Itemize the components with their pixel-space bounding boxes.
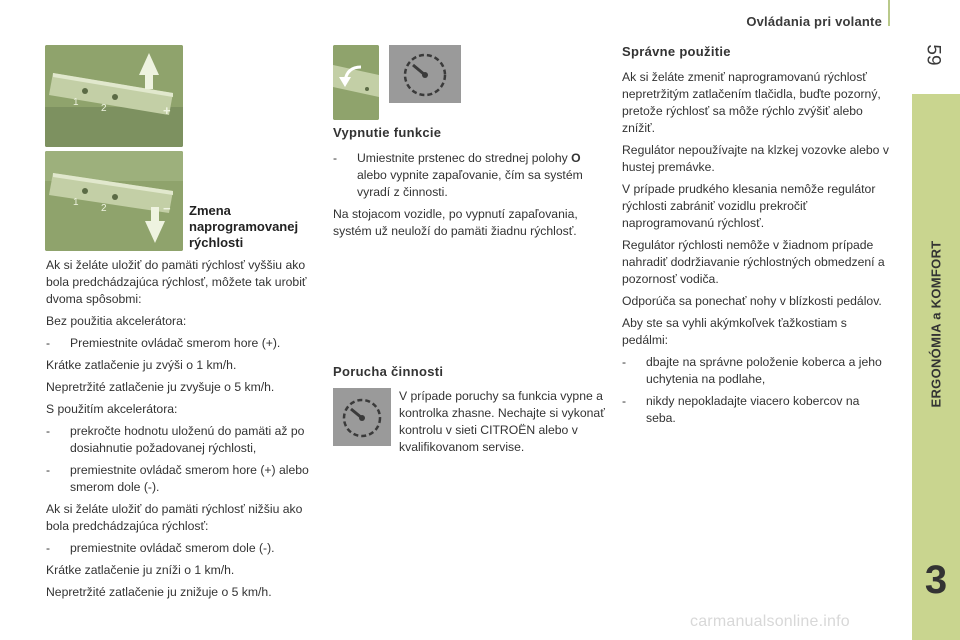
list-item [46, 540, 314, 557]
list-item-text: premiestnite ovládač smerom hore (+) alebo smerom dole (-). [70, 463, 309, 494]
cruise-control-stalk-up-image [45, 45, 183, 147]
right-column-text [622, 69, 892, 432]
cruise-control-stalk-off-image [333, 45, 379, 120]
paragraph: Regulátor rýchlosti nemôže v žiadnom prípade nahradiť dodržiavanie rýchlostných obmedzení a pozornosť vodiča. [622, 238, 885, 286]
left-subheading [189, 203, 314, 251]
stalk-down-lever-1-label: 1 [73, 197, 79, 208]
page-number-wrap [916, 40, 946, 70]
vypnutie-bullet-dash: - [333, 151, 338, 165]
porucha-title: Porucha činnosti [333, 364, 444, 379]
paragraph: Ak si želáte uložiť do pamäti rýchlosť nižšiu ako bola predchádzajúca rýchlosť: [46, 502, 303, 533]
list-item-text: prekročte hodnotu uloženú do pamäti až po dosiahnutie požadovanej rýchlosti, [70, 424, 305, 455]
chapter-side-label-wrap [912, 94, 960, 554]
list-item [46, 335, 314, 352]
paragraph: Odporúča sa ponechať nohy v blízkosti pedálov. [622, 294, 882, 308]
left-column-text [46, 257, 314, 606]
cruise-control-stalk-down-image [45, 151, 183, 251]
stalk-down-drawing [45, 151, 183, 251]
list-item [622, 354, 892, 388]
stalk-up-plus-label: + [163, 103, 171, 118]
left-subheading-line-3: rýchlosti [189, 235, 244, 250]
paragraph: Bez použitia akcelerátora: [46, 314, 187, 328]
paragraph: Nepretržité zatlačenie ju znižuje o 5 km/h. [46, 585, 272, 599]
vypnutie-para: Na stojacom vozidle, po vypnutí zapaľovania, systém už neuloží do pamäti žiadnu rýchlosť. [333, 207, 578, 238]
list-item [46, 462, 314, 496]
chapter-number: 3 [924, 558, 948, 602]
spravne-title: Správne použitie [622, 44, 731, 59]
speedometer-icon-box [389, 45, 461, 103]
list-dash: - [46, 424, 51, 438]
stalk-up-lever-2-label: 2 [101, 103, 107, 114]
list-item [46, 423, 314, 457]
paragraph: Ak si želáte uložiť do pamäti rýchlosť vyššiu ako bola predchádzajúca rýchlosť, môžete tak urobiť dvoma spôsobmi: [46, 258, 307, 306]
left-subheading-line-2: naprogramovanej [189, 219, 299, 234]
paragraph: Regulátor nepoužívajte na klzkej vozovke alebo v hustej premávke. [622, 143, 889, 174]
list-dash: - [622, 394, 627, 408]
speedometer-warning-icon-box [333, 388, 391, 446]
page-header-title: Ovládania pri volante [746, 14, 882, 29]
list-dash: - [46, 463, 51, 477]
stalk-off-drawing [333, 45, 379, 120]
speedometer-icon [389, 45, 461, 103]
list-item-text: nikdy nepokladajte viacero kobercov na seba. [646, 394, 860, 425]
vypnutie-title: Vypnutie funkcie [333, 125, 442, 140]
vypnutie-text [333, 150, 605, 245]
paragraph: Krátke zatlačenie ju zvýši o 1 km/h. [46, 358, 237, 372]
list-item-text: Premiestnite ovládač smerom hore (+). [70, 336, 281, 350]
page-number: 59 [922, 44, 944, 66]
list-item-text: dbajte na správne položenie koberca a jeho uchytenia na podlahe, [646, 355, 882, 386]
paragraph: S použitím akcelerátora: [46, 402, 178, 416]
list-dash: - [622, 355, 627, 369]
vypnutie-bullet [333, 150, 605, 201]
stalk-up-lever-1-label: 1 [73, 97, 79, 108]
stalk-up-drawing [45, 45, 183, 147]
porucha-text: V prípade poruchy sa funkcia vypne a kontrolka zhasne. Nechajte si vykonať kontrolu v sieti CITROËN alebo v kvalifikovanom servise. [399, 389, 605, 454]
list-dash: - [46, 541, 51, 555]
stalk-down-lever-2-label: 2 [101, 203, 107, 214]
vypnutie-bullet-pre: Umiestnite prstenec do strednej polohy [357, 151, 572, 165]
stalk-down-minus-label: − [163, 201, 171, 216]
list-item [622, 393, 892, 427]
paragraph: Nepretržité zatlačenie ju zvyšuje o 5 km/h. [46, 380, 275, 394]
vypnutie-bullet-post: alebo vypnite zapaľovanie, čím sa systém vyradí z činnosti. [357, 168, 583, 199]
header-rule [888, 0, 890, 26]
watermark-text: carmanualsonline.info [690, 613, 850, 630]
list-item-text: premiestnite ovládač smerom dole (-). [70, 541, 275, 555]
paragraph: V prípade prudkého klesania nemôže regulátor rýchlosti zabrániť vozidlu prekročiť naprogramovanú rýchlosť. [622, 182, 876, 230]
paragraph: Aby ste sa vyhli akýmkoľvek ťažkostiam s pedálmi: [622, 316, 847, 347]
paragraph: Ak si želáte zmeniť naprogramovanú rýchlosť nepretržitým zatlačením tlačidla, buďte pozorný, pretože rýchlosť sa môže rýchlo zvýšiť alebo znížiť. [622, 70, 881, 135]
paragraph: Krátke zatlačenie ju zníži o 1 km/h. [46, 563, 235, 577]
chapter-side-label: ERGONÓMIA a KOMFORT [928, 240, 944, 408]
list-dash: - [46, 336, 51, 350]
speedometer-warning-icon [333, 388, 391, 446]
left-subheading-line-1: Zmena [189, 203, 231, 218]
vypnutie-bullet-bold: O [571, 151, 581, 165]
